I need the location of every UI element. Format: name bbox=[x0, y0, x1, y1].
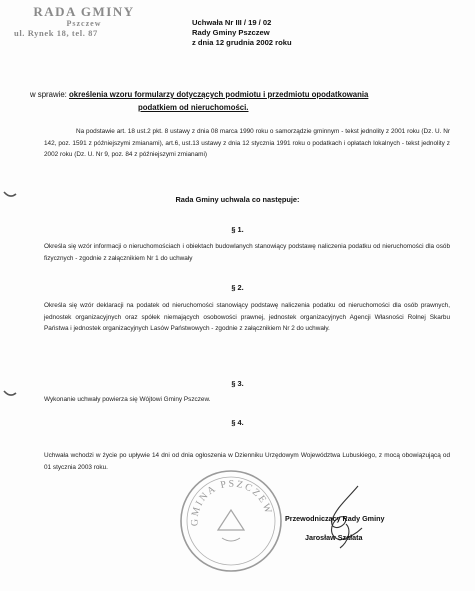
section-4-label: § 4. bbox=[231, 418, 244, 427]
decree-heading: Rada Gminy uchwala co następuje: bbox=[175, 195, 300, 204]
seal-text: GMINA PSZCZEW bbox=[189, 478, 275, 527]
resolution-number: Uchwała Nr III / 19 / 02 bbox=[192, 18, 272, 27]
section-3-label: § 3. bbox=[231, 379, 244, 388]
stamp-council-name: RADA GMINY bbox=[33, 4, 135, 19]
round-seal bbox=[176, 466, 286, 581]
resolution-subject bbox=[30, 88, 460, 114]
signature-title: Przewodniczący Rady Gminy bbox=[285, 514, 385, 523]
preamble-paragraph: Na podstawie art. 18 ust.2 pkt. 8 ustawy z dnia 08 marca 1990 roku o samorządzie gminnym - tekst jednolity z 2001 roku (Dz. U. Nr 142, poz. 1591 z późniejszymi zmianami), art.6, ust.13 ustawy z dnia 12 stycznia 1991 roku o podatkach i opłatach lokalnych - tekst jednolity z 2002 roku (Dz. U. Nr 9, poz. 84 z późniejszymi zmianami) bbox=[44, 128, 450, 159]
resolution-date: z dnia 12 grudnia 2002 roku bbox=[192, 38, 292, 47]
section-2-label: § 2. bbox=[231, 283, 244, 292]
council-header-stamp bbox=[14, 4, 154, 38]
section-1-text: Określa się wzór informacji o nieruchomościach i obiektach budowlanych stanowiący podstawę naliczenia podatku od nieruchomości dla osób fizycznych - zgodnie z załącznikiem Nr 1 do uchwały bbox=[44, 243, 450, 262]
resolution-header bbox=[192, 18, 292, 48]
subject-line-1: określenia wzoru formularzy dotyczących podmiotu i przedmiotu opodatkowania bbox=[69, 90, 369, 99]
subject-prefix: w sprawie: bbox=[30, 90, 67, 99]
section-4-text: Uchwała wchodzi w życie po upływie 14 dni od dnia ogłoszenia w Dzienniku Urzędowym Województwa Lubuskiego, z mocą obowiązującą od 01 stycznia 2003 roku. bbox=[44, 452, 450, 471]
stamp-address: ul. Rynek 18, tel. 87 bbox=[14, 28, 98, 38]
signature-name: Jarosław Szałata bbox=[305, 533, 363, 542]
section-1-label: § 1. bbox=[231, 225, 244, 234]
section-2-text: Określa się wzór deklaracji na podatek od nieruchomości stanowiący podstawę naliczenia podatku od nieruchomości dla osób prawnych, jednostek organizacyjnych oraz spółek niemających osobowości prawnej, jednostek organizacyjnych Agencji Własności Rolnej Skarbu Państwa i jednostek organizacyjnych Lasów Państwowych - zgodnie z załącznikiem Nr 2 do uchwały. bbox=[44, 302, 450, 333]
stamp-town: Pszczew bbox=[66, 19, 102, 28]
subject-line-2: podatkiem od nieruchomości. bbox=[138, 103, 249, 112]
section-3-text: Wykonanie uchwały powierza się Wójtowi Gminy Pszczew. bbox=[44, 396, 211, 403]
resolution-issuer: Rady Gminy Pszczew bbox=[192, 28, 270, 37]
